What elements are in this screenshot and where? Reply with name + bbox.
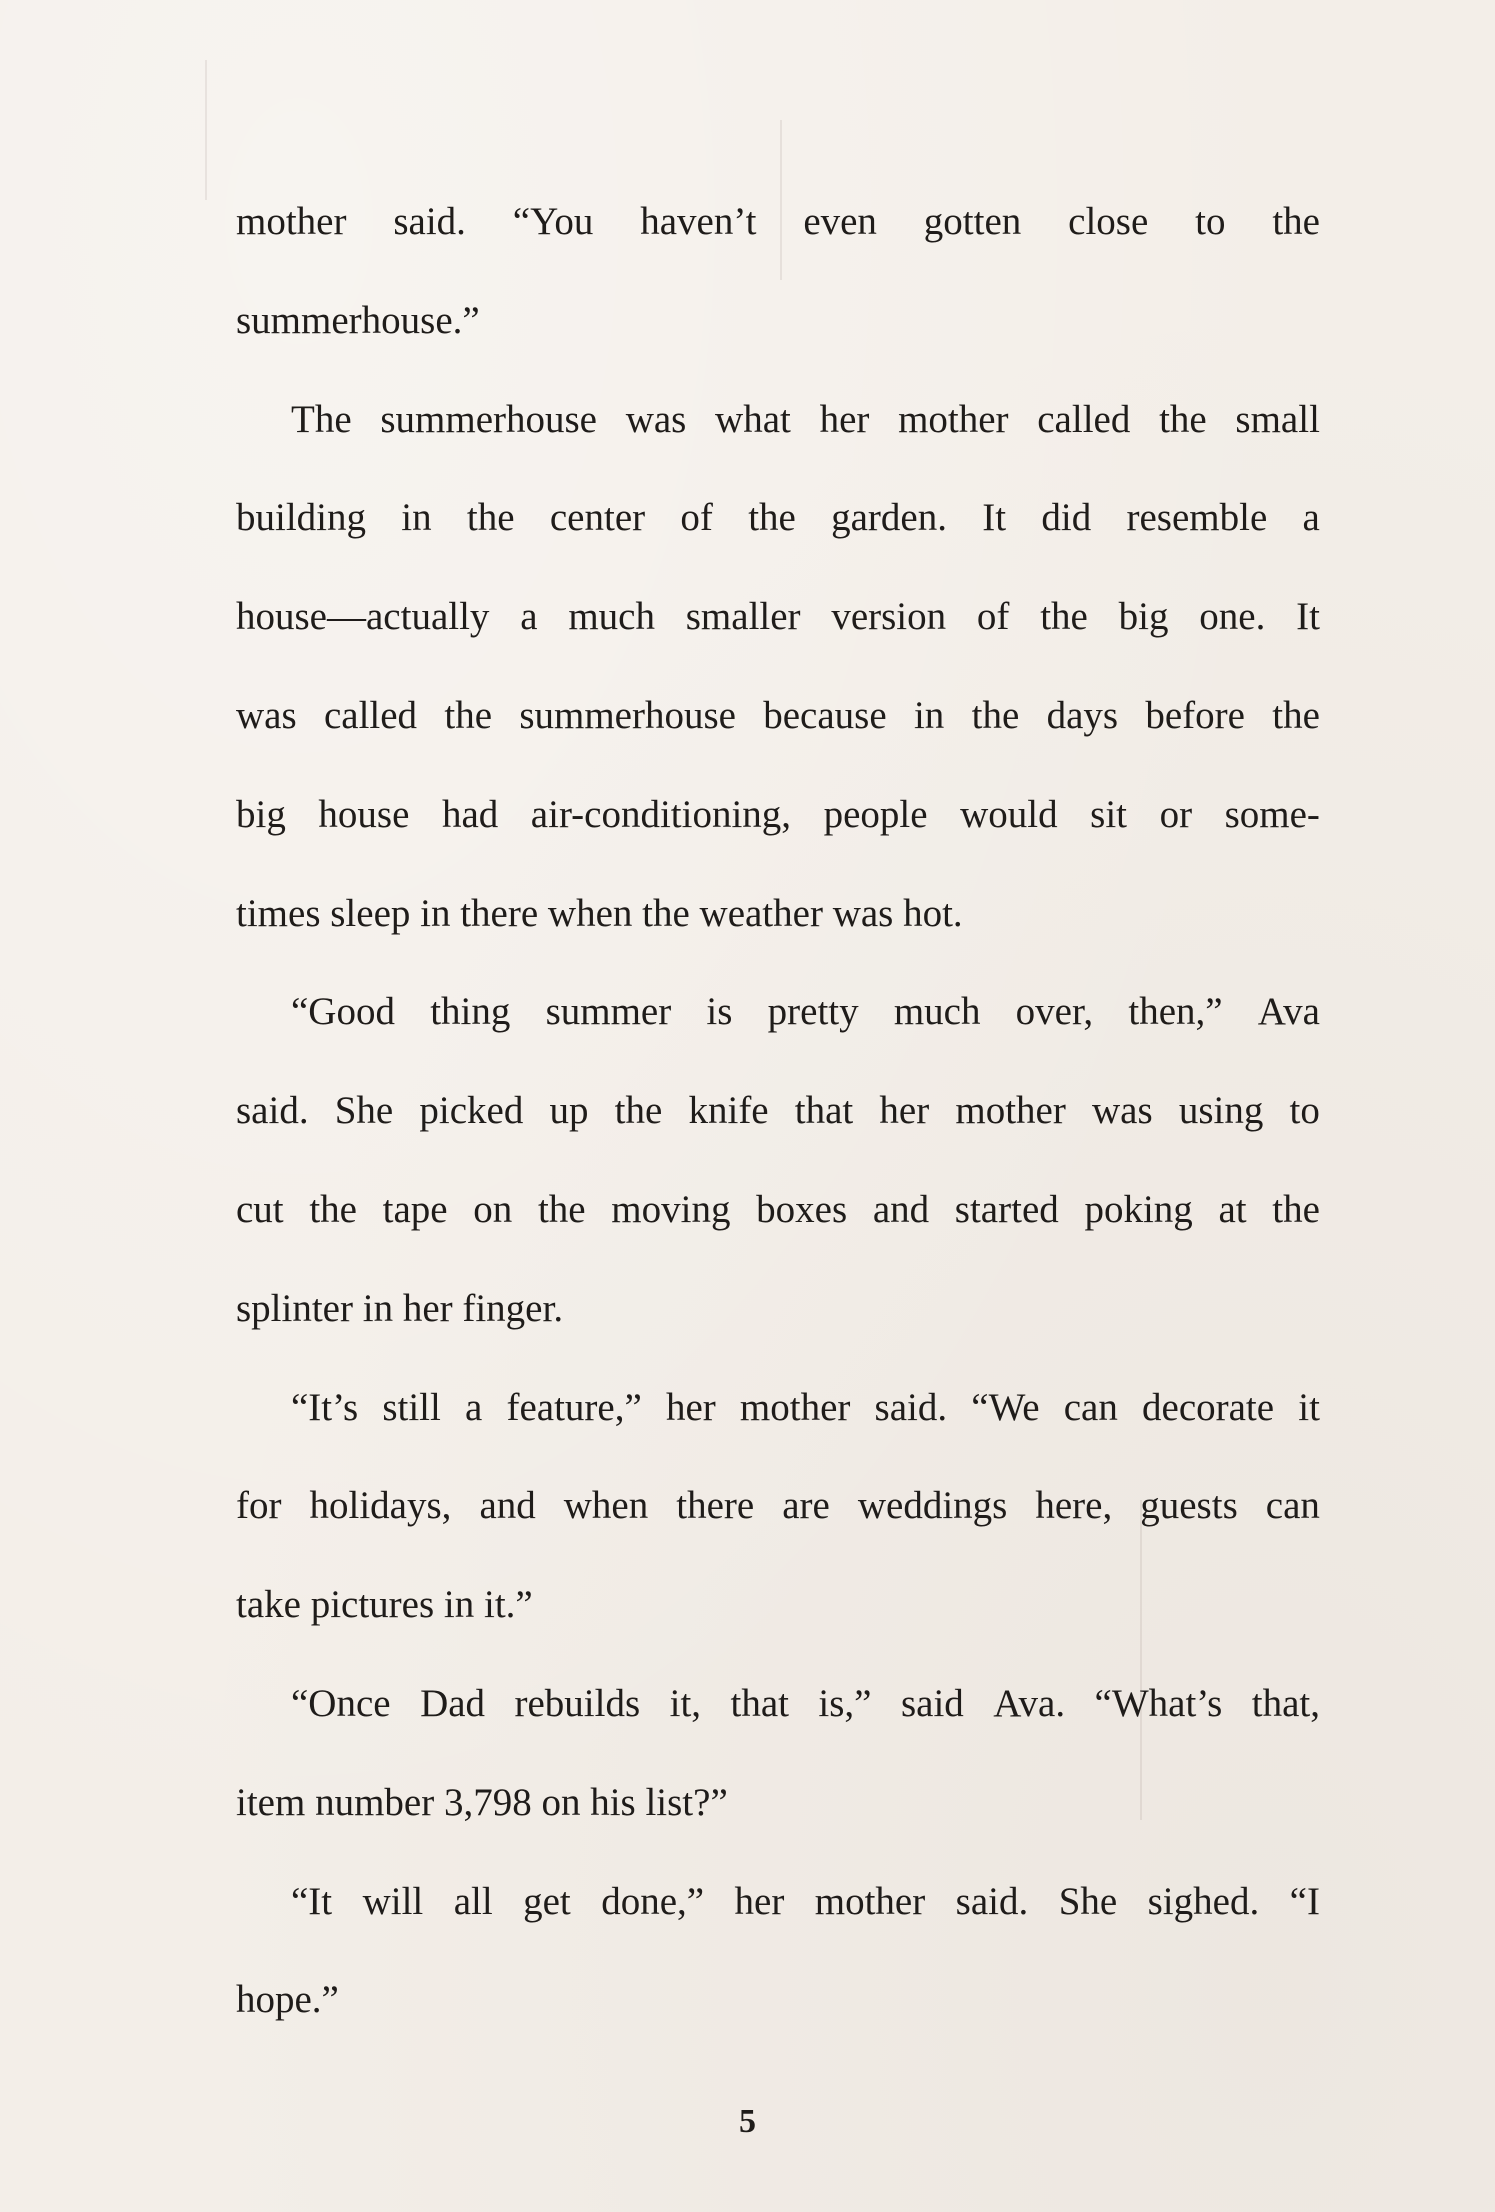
text-line: for holidays, and when there are weddings here, guests can — [236, 1484, 1320, 1528]
body-text — [236, 190, 1320, 2067]
text-line: building in the center of the garden. It did resemble a — [236, 496, 1320, 540]
text-line: times sleep in there when the weather was hot. — [236, 891, 963, 935]
text-line: item number 3,798 on his list?” — [236, 1780, 728, 1824]
text-line: mother said. “You haven’t even gotten close to the — [236, 200, 1320, 243]
text-line: “Good thing summer is pretty much over, then,” Ava — [291, 990, 1320, 1034]
text-line: The summerhouse was what her mother called the small — [291, 397, 1320, 441]
text-line: take pictures in it.” — [236, 1583, 533, 1627]
paper-crease — [205, 60, 207, 200]
page-number: 5 — [739, 2103, 756, 2140]
text-line: “Once Dad rebuilds it, that is,” said Ava. “What’s that, — [291, 1681, 1320, 1725]
text-line: splinter in her finger. — [236, 1286, 564, 1330]
text-line: said. She picked up the knife that her mother was using to — [236, 1089, 1320, 1133]
text-line: summerhouse.” — [236, 298, 480, 342]
text-line: “It will all get done,” her mother said. She sighed. “I — [291, 1879, 1320, 1923]
text-line: was called the summerhouse because in the days before the — [236, 693, 1320, 737]
text-line: hope.” — [236, 1978, 339, 2022]
text-line: “It’s still a feature,” her mother said. “We can decorate it — [291, 1385, 1320, 1429]
text-line: big house had air-conditioning, people would sit or some- — [236, 792, 1320, 836]
text-line: cut the tape on the moving boxes and started poking at the — [236, 1187, 1320, 1231]
text-line: house—actually a much smaller version of the big one. It — [236, 595, 1320, 639]
